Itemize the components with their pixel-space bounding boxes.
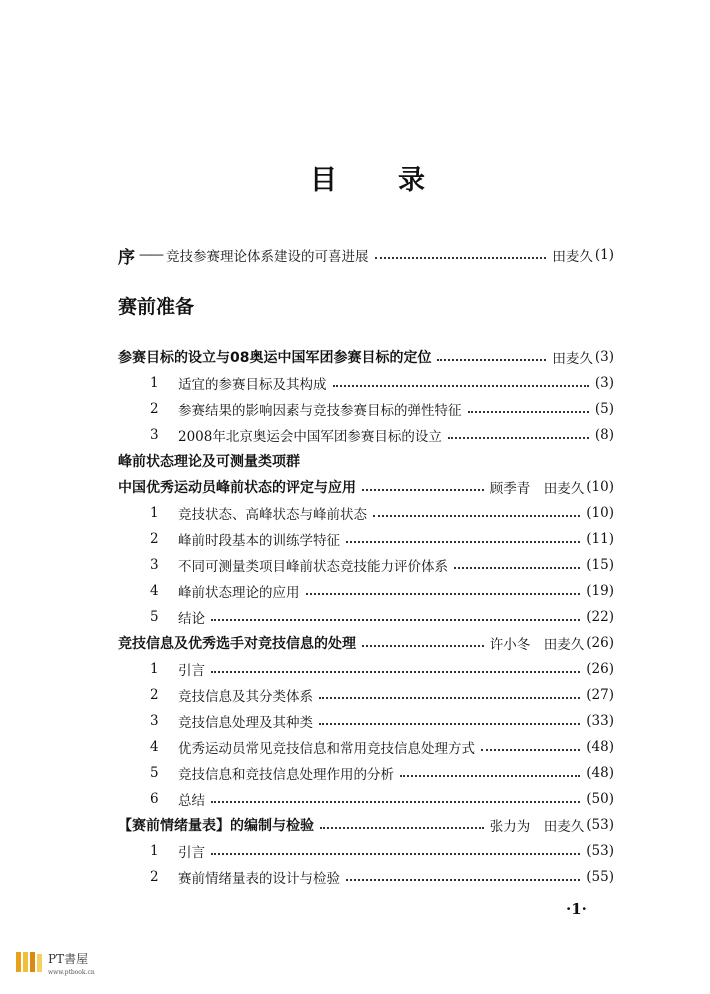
dot-leader xyxy=(468,411,589,413)
entry-title: 不同可测量类项目峰前状态竞技能力评价体系 xyxy=(178,559,448,575)
entry-title: 参赛结果的影响因素与竞技参赛目标的弹性特征 xyxy=(178,403,462,419)
toc-article-entry[interactable] xyxy=(118,814,614,836)
entry-author: 顾季青 田麦久 xyxy=(489,481,585,497)
entry-page: (33) xyxy=(586,713,614,729)
dot-leader xyxy=(362,645,484,647)
entry-page: (26) xyxy=(586,635,614,651)
toc-subentry[interactable] xyxy=(150,866,614,888)
entry-title: 峰前状态理论的应用 xyxy=(178,585,300,601)
entry-number: 6 xyxy=(150,791,159,807)
dot-leader xyxy=(362,489,484,491)
toc-subentry[interactable] xyxy=(150,736,614,758)
entry-title: 竞技信息及其分类体系 xyxy=(178,689,313,705)
title-char-1: 目 xyxy=(310,165,337,196)
watermark-brand: PT書屋 xyxy=(48,952,89,966)
entry-page: (48) xyxy=(586,739,614,755)
toc-subentry[interactable] xyxy=(150,554,614,576)
entry-author: 田麦久 xyxy=(552,351,593,367)
entry-number: 5 xyxy=(150,765,159,781)
entry-number: 5 xyxy=(150,609,159,625)
dot-leader xyxy=(346,541,580,543)
toc-subentry[interactable] xyxy=(150,398,614,420)
preface-title: 竞技参赛理论体系建设的可喜进展 xyxy=(166,249,369,265)
entry-number: 1 xyxy=(150,505,159,521)
dot-leader xyxy=(306,593,581,595)
toc-subentry[interactable] xyxy=(150,840,614,862)
entry-page: (5) xyxy=(594,401,614,417)
entry-number: 1 xyxy=(150,661,159,677)
entry-page: (22) xyxy=(586,609,614,625)
dot-leader xyxy=(448,437,589,439)
entry-title: 引言 xyxy=(178,845,205,861)
entry-page: (11) xyxy=(586,531,614,547)
entry-title: 峰前时段基本的训练学特征 xyxy=(178,533,340,549)
entry-number: 2 xyxy=(150,531,159,547)
section-heading: 赛前准备 xyxy=(118,296,195,318)
preface-page: (1) xyxy=(594,247,614,263)
entry-page: (3) xyxy=(594,349,614,365)
toc-subentry[interactable] xyxy=(150,528,614,550)
dot-leader xyxy=(319,697,580,699)
entry-title: 竞技状态、高峰状态与峰前状态 xyxy=(178,507,367,523)
entry-title: 优秀运动员常见竞技信息和常用竞技信息处理方式 xyxy=(178,741,475,757)
entry-title: 【赛前情绪量表】的编制与检验 xyxy=(118,818,314,834)
dot-leader xyxy=(454,567,580,569)
entry-page: (8) xyxy=(594,427,614,443)
toc-subentry[interactable] xyxy=(150,372,614,394)
entry-number: 1 xyxy=(150,375,159,391)
entry-title: 引言 xyxy=(178,663,205,679)
entry-title: 峰前状态理论及可测量类项群 xyxy=(118,454,300,470)
page-number: ·1· xyxy=(566,900,587,918)
entry-title: 适宜的参赛目标及其构成 xyxy=(178,377,327,393)
toc-article-entry[interactable] xyxy=(118,632,614,654)
toc-subentry[interactable] xyxy=(150,580,614,602)
entry-author: 张力为 田麦久 xyxy=(489,819,585,835)
entry-number: 4 xyxy=(150,739,159,755)
preface-dash: —— xyxy=(139,247,162,263)
entry-number: 1 xyxy=(150,843,159,859)
entry-title: 2008年北京奥运会中国军团参赛目标的设立 xyxy=(178,429,442,445)
dot-leader xyxy=(346,879,580,881)
dot-leader xyxy=(333,385,589,387)
entry-author: 许小冬 田麦久 xyxy=(489,637,585,653)
entry-page: (15) xyxy=(586,557,614,573)
dot-leader xyxy=(437,359,546,361)
entry-page: (55) xyxy=(586,869,614,885)
dot-leader xyxy=(211,801,580,803)
entry-title: 结论 xyxy=(178,611,205,627)
entry-number: 2 xyxy=(150,687,159,703)
entry-title: 竞技信息处理及其种类 xyxy=(178,715,313,731)
entry-title: 竞技信息和竞技信息处理作用的分析 xyxy=(178,767,394,783)
preface-author: 田麦久 xyxy=(552,249,593,265)
entry-title: 竞技信息及优秀选手对竞技信息的处理 xyxy=(118,636,356,652)
entry-number: 2 xyxy=(150,869,159,885)
toc-article-entry[interactable] xyxy=(118,476,614,498)
watermark-url: www.ptbook.cn xyxy=(48,969,95,976)
book-icon xyxy=(14,948,44,976)
toc-subentry[interactable] xyxy=(150,606,614,628)
entry-page: (48) xyxy=(586,765,614,781)
entry-title: 总结 xyxy=(178,793,205,809)
entry-page: (26) xyxy=(586,661,614,677)
entry-page: (50) xyxy=(586,791,614,807)
dot-leader xyxy=(481,749,580,751)
dot-leader xyxy=(211,671,580,673)
toc-subentry[interactable] xyxy=(150,658,614,680)
toc-subentry[interactable] xyxy=(150,684,614,706)
dot-leader xyxy=(319,723,580,725)
entry-page: (53) xyxy=(586,817,614,833)
entry-page: (53) xyxy=(586,843,614,859)
toc-subentry[interactable] xyxy=(150,502,614,524)
watermark-logo xyxy=(14,945,124,979)
entry-number: 3 xyxy=(150,713,159,729)
dot-leader xyxy=(400,775,580,777)
entry-page: (3) xyxy=(594,375,614,391)
entry-page: (19) xyxy=(586,583,614,599)
entry-title: 参赛目标的设立与08奥运中国军团参赛目标的定位 xyxy=(118,350,432,366)
dot-leader xyxy=(375,257,547,259)
preface-entry[interactable] xyxy=(118,244,614,266)
dot-leader xyxy=(211,853,580,855)
entry-number: 2 xyxy=(150,401,159,417)
dot-leader xyxy=(211,619,580,621)
preface-mark: 序 xyxy=(118,247,135,268)
entry-title: 中国优秀运动员峰前状态的评定与应用 xyxy=(118,480,356,496)
entry-number: 4 xyxy=(150,583,159,599)
toc-subentry[interactable] xyxy=(150,762,614,784)
dot-leader xyxy=(373,515,580,517)
toc-subentry[interactable] xyxy=(150,710,614,732)
toc-subentry[interactable] xyxy=(150,788,614,810)
entry-page: (27) xyxy=(586,687,614,703)
toc-group-heading xyxy=(118,450,614,472)
toc-article-entry[interactable] xyxy=(118,346,614,368)
dot-leader xyxy=(320,827,484,829)
entry-number: 3 xyxy=(150,427,159,443)
entry-number: 3 xyxy=(150,557,159,573)
toc-subentry[interactable] xyxy=(150,424,614,446)
entry-page: (10) xyxy=(586,479,614,495)
title-char-2: 录 xyxy=(398,165,425,196)
entry-title: 赛前情绪量表的设计与检验 xyxy=(178,871,340,887)
entry-page: (10) xyxy=(586,505,614,521)
